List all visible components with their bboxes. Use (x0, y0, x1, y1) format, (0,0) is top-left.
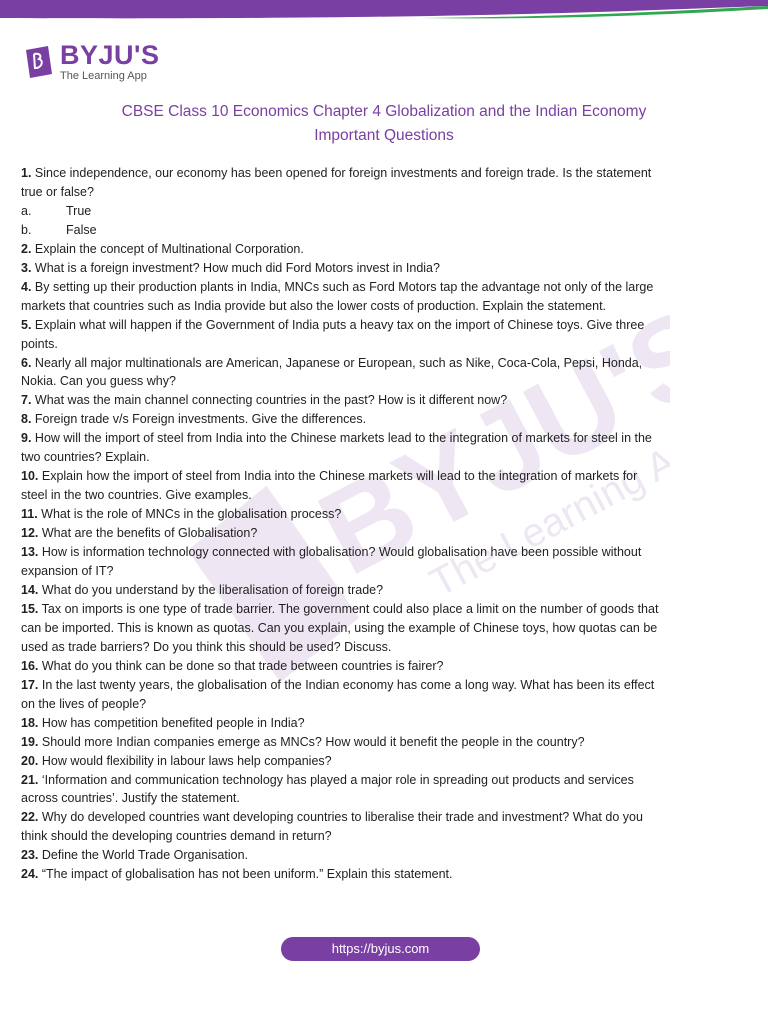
question-number: 12. (21, 526, 39, 541)
question-item (21, 240, 661, 259)
svg-text:The Learning App: The Learning App (422, 418, 670, 606)
question-item (21, 600, 661, 657)
question-text: Since independence, our economy has been opened for foreign investments and foreign trade. Is the statement true or false? (21, 166, 652, 199)
question-item (21, 657, 661, 676)
option-text: True (66, 203, 92, 218)
question-number: 9. (21, 431, 32, 446)
question-text: By setting up their production plants in India, MNCs such as Ford Motors tap the advantage not only of the large markets that countries such as India provide but also the lower costs of production. Explain the statement. (21, 279, 654, 313)
question-number: 17. (21, 677, 39, 692)
question-number: 22. (21, 810, 39, 825)
question-text: Explain how the import of steel from India into the Chinese markets will lead to the integration of markets for steel in the two countries. Give examples. (21, 469, 638, 503)
question-item (21, 164, 661, 202)
question-number: 2. (21, 241, 32, 256)
question-text: In the last twenty years, the globalisation of the Indian economy has come a long way. What has been its effect on the lives of people? (21, 677, 655, 711)
question-number: 8. (21, 412, 32, 427)
question-text: ‘Information and communication technology has played a major role in spreading out products and services across countries’. Justify the statement. (21, 772, 634, 806)
option-label: a. (21, 203, 32, 218)
question-item (21, 865, 661, 884)
logo-mark-icon (22, 44, 54, 80)
question-item (21, 410, 661, 429)
question-item (21, 752, 661, 771)
question-text: What are the benefits of Globalisation? (38, 526, 258, 541)
question-text: How is information technology connected with globalisation? Would globalisation have been possible without expansion of IT? (21, 545, 642, 579)
question-item (21, 543, 661, 581)
question-item (21, 524, 661, 543)
question-text: How has competition benefited people in India? (38, 715, 305, 730)
question-number: 13. (21, 545, 39, 560)
question-item (21, 316, 661, 354)
question-item (21, 714, 661, 733)
question-number: 1. (21, 166, 32, 180)
question-text: Foreign trade v/s Foreign investments. Give the differences. (31, 412, 367, 427)
question-item (21, 505, 661, 524)
question-text: How will the import of steel from India into the Chinese markets lead to the integration of markets for steel in the two countries? Explain. (21, 431, 652, 465)
question-items (21, 240, 661, 884)
question-item (21, 391, 661, 410)
question-item (21, 354, 661, 392)
question-number: 18. (21, 715, 39, 730)
title-line-2: Important Questions (314, 127, 454, 144)
option-label: b. (21, 222, 32, 237)
question-text: What was the main channel connecting countries in the past? How is it different now? (31, 393, 508, 408)
question-text: Should more Indian companies emerge as MNCs? How would it benefit the people in the country? (38, 734, 585, 749)
question-item (21, 278, 661, 316)
question-number: 4. (21, 279, 32, 294)
question-number: 3. (21, 260, 32, 275)
question-number: 24. (21, 867, 39, 882)
byjus-logo[interactable] (22, 42, 159, 82)
question-number: 23. (21, 848, 39, 863)
question-item (21, 429, 661, 467)
question-text: What is the role of MNCs in the globalisation process? (37, 507, 342, 522)
question-text: Nearly all major multinationals are American, Japanese or European, such as Nike, Coca-Cola, Pepsi, Honda, Nokia. Can you guess why? (21, 355, 643, 389)
question-text: “The impact of globalisation has not been uniform.” Explain this statement. (38, 867, 453, 882)
question-number: 6. (21, 355, 32, 370)
question-number: 10. (21, 469, 39, 484)
question-text: Why do developed countries want developing countries to liberalise their trade and investment? What do you think should the developing countries demand in return? (21, 810, 643, 844)
question-text: What is a foreign investment? How much did Ford Motors invest in India? (31, 260, 440, 275)
question-text: How would flexibility in labour laws help companies? (38, 753, 332, 768)
question-item (21, 676, 661, 714)
question-number: 15. (21, 601, 39, 616)
question-number: 7. (21, 393, 32, 408)
question-number: 14. (21, 582, 39, 597)
option-text: False (66, 222, 97, 237)
brand-name: BYJU'S (60, 40, 160, 70)
question-text: What do you understand by the liberalisation of foreign trade? (38, 582, 384, 597)
question-item (21, 259, 661, 278)
svg-text:BYJU'S: BYJU'S (298, 290, 670, 601)
questions-list (21, 164, 661, 884)
question-number: 16. (21, 658, 39, 673)
question-item (21, 771, 661, 809)
answer-option (21, 221, 661, 240)
question-text: Tax on imports is one type of trade barrier. The government could also place a limit on the number of goods that can be imported. This is known as quotas. Can you explain, using the example of Chinese toys, how quotas can be used as trade barriers? Do you think this should be used? Discuss. (21, 601, 659, 654)
question-item (21, 846, 661, 865)
question-text: Explain the concept of Multinational Corporation. (31, 241, 304, 256)
question-number: 21. (21, 772, 39, 787)
question-item (21, 467, 661, 505)
question-number: 5. (21, 317, 32, 332)
question-item (21, 733, 661, 752)
page-title (0, 100, 768, 148)
question-number: 11. (21, 507, 38, 522)
question-item (21, 808, 661, 846)
question-text: What do you think can be done so that trade between countries is fairer? (38, 658, 444, 673)
footer-url-link[interactable]: https://byjus.com (281, 937, 480, 961)
header-band (0, 0, 768, 24)
brand-tagline: The Learning App (60, 70, 147, 82)
question-item (21, 581, 661, 600)
question-number: 20. (21, 753, 39, 768)
title-line-1: CBSE Class 10 Economics Chapter 4 Globalization and the Indian Economy (121, 103, 647, 120)
question-text: Define the World Trade Organisation. (38, 848, 248, 863)
question-number: 19. (21, 734, 39, 749)
question-text: Explain what will happen if the Government of India puts a heavy tax on the import of Chinese toys. Give three points. (21, 317, 645, 351)
answer-option (21, 202, 661, 221)
